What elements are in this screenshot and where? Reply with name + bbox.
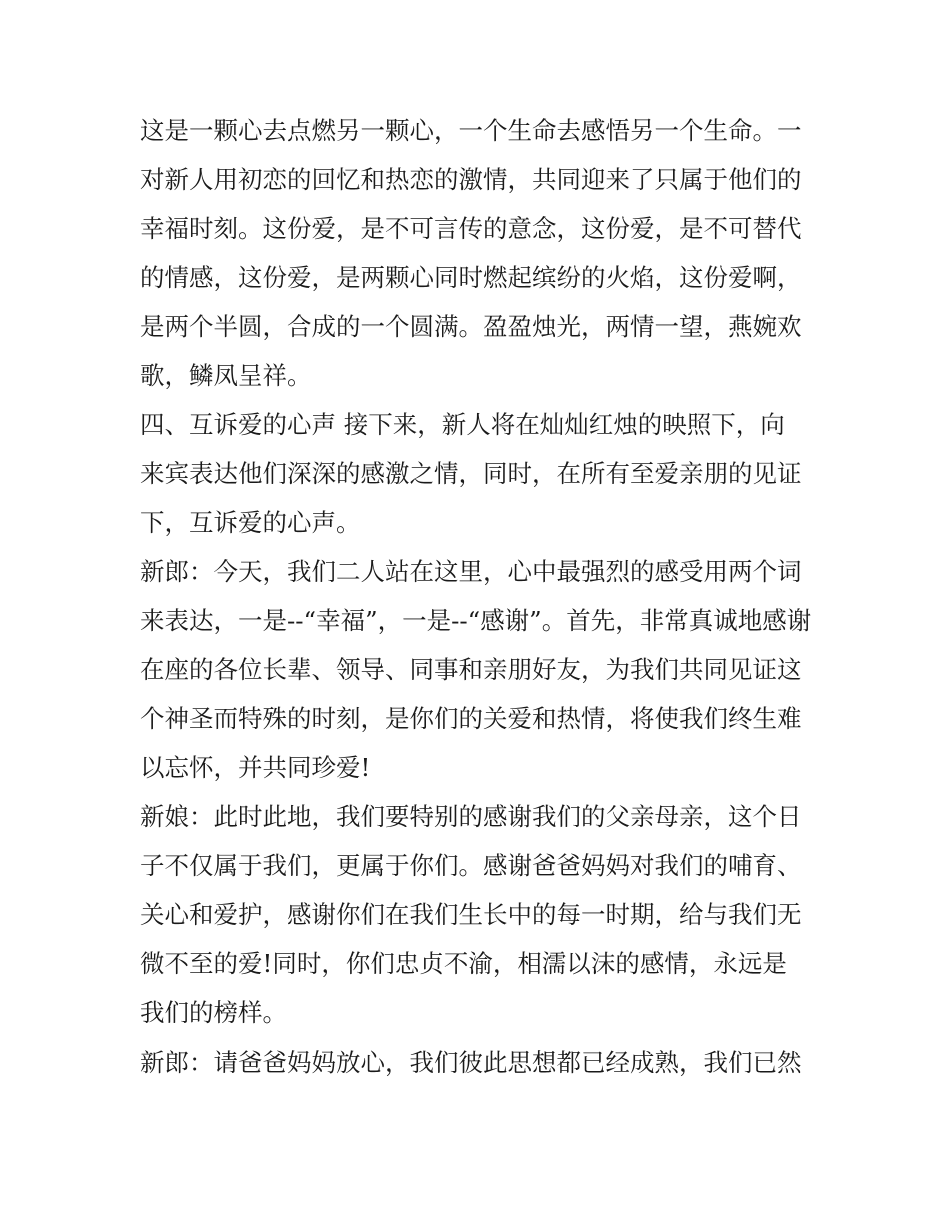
text-line: 这是一颗心去点燃另一颗心，一个生命去感悟另一个生命。一 — [140, 116, 802, 145]
text-line: 微不至的爱!同时，你们忠贞不渝，相濡以沫的感情，永远是 — [140, 949, 787, 978]
paragraph-blessing — [140, 106, 820, 400]
document-body — [140, 106, 820, 1087]
paragraph-bride-speech — [140, 792, 820, 1037]
text-line: 四、互诉爱的心声 接下来，新人将在灿灿红烛的映照下，向 — [140, 410, 785, 439]
text-line: 新娘：此时此地，我们要特别的感谢我们的父亲母亲，这个日 — [140, 802, 802, 831]
text-line: 来表达，一是--“幸福”，一是--“感谢”。首先，非常真诚地感谢 — [140, 606, 812, 635]
text-line: 子不仅属于我们，更属于你们。感谢爸爸妈妈对我们的哺育、 — [140, 851, 802, 880]
paragraph-groom-reassurance — [140, 1038, 820, 1087]
text-line: 来宾表达他们深深的感激之情，同时，在所有至爱亲朋的见证 — [140, 459, 802, 488]
text-line: 是两个半圆，合成的一个圆满。盈盈烛光，两情一望，燕婉欢 — [140, 312, 802, 341]
text-line: 我们的榜样。 — [140, 998, 287, 1027]
paragraph-section-four — [140, 400, 820, 547]
text-line: 对新人用初恋的回忆和热恋的激情，共同迎来了只属于他们的 — [140, 165, 802, 194]
paragraph-groom-speech — [140, 547, 820, 792]
text-line: 歌，鳞凤呈祥。 — [140, 361, 312, 390]
text-line: 幸福时刻。这份爱，是不可言传的意念，这份爱，是不可替代 — [140, 214, 802, 243]
text-line: 新郎：请爸爸妈妈放心，我们彼此思想都已经成熟，我们已然 — [140, 1048, 802, 1077]
text-line: 的情感，这份爱，是两颗心同时燃起缤纷的火焰，这份爱啊， — [140, 263, 802, 292]
text-line: 在座的各位长辈、领导、同事和亲朋好友，为我们共同见证这 — [140, 655, 802, 684]
text-line: 以忘怀，并共同珍爱! — [140, 753, 371, 782]
text-line: 个神圣而特殊的时刻，是你们的关爱和热情，将使我们终生难 — [140, 704, 802, 733]
text-line: 关心和爱护，感谢你们在我们生长中的每一时期，给与我们无 — [140, 900, 802, 929]
text-line: 新郎：今天，我们二人站在这里，心中最强烈的感受用两个词 — [140, 557, 802, 586]
text-line: 下，互诉爱的心声。 — [140, 508, 361, 537]
